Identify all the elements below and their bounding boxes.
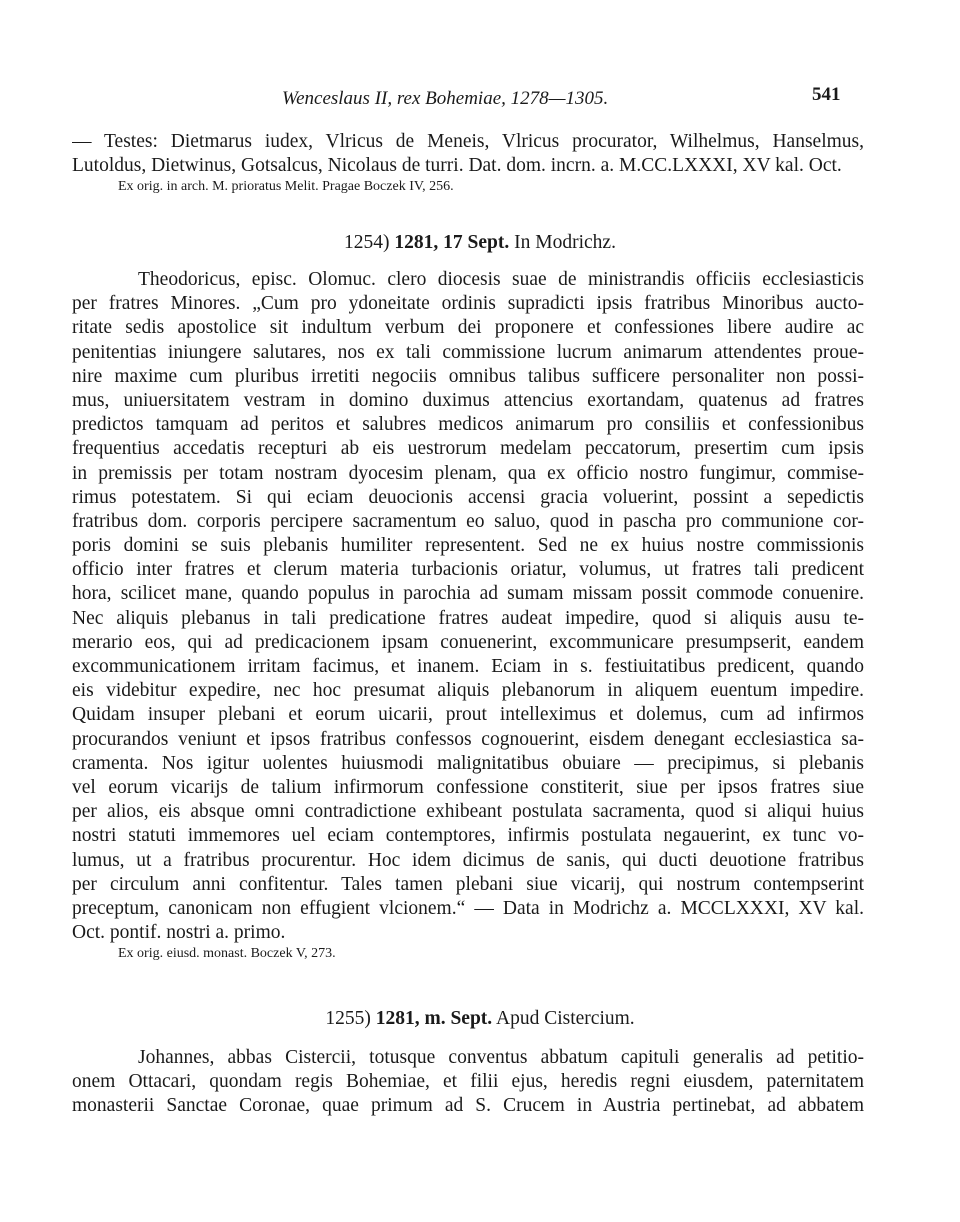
text-line: fratribus dom. corporis percipere sacramentum eo saluo, quod in pascha pro communione cor-: [72, 510, 864, 532]
text-line: monasterii Sanctae Coronae, quae primum ad S. Crucem in Austria pertinebat, ad abbatem: [72, 1095, 864, 1117]
previous-entry: [72, 130, 864, 196]
entry-heading-1255: [0, 1008, 960, 1030]
entry-place: In Modrichz.: [514, 232, 616, 253]
text-line: per fratres Minores. „Cum pro ydoneitate ordinis supradicti ipsis fratribus Minoribus aucto-: [72, 293, 864, 315]
text-line: nostri statuti immemores uel eciam contemptores, infirmis postulata negauerint, ex tunc vo-: [72, 825, 864, 847]
text-line: lumus, ut a fratribus procurentur. Hoc idem dicimus de sanis, qui ducti deuotione fratribus: [72, 849, 864, 871]
text-line: preceptum, canonicam non effugient vlcionem.“ — Data in Modrichz a. MCCLXXXI, XV kal.: [72, 897, 864, 919]
entry-date: 1281, m. Sept.: [375, 1008, 493, 1029]
text-line: — Testes: Dietmarus iudex, Vlricus de Meneis, Vlricus procurator, Wilhelmus, Hanselmus,: [72, 131, 864, 152]
text-line: ritate sedis apostolice sit indultum verbum dei proponere et confessiones libere audire ac: [72, 317, 864, 339]
source-note: Ex orig. in arch. M. prioratus Melit. Pragae Boczek IV, 256.: [118, 179, 454, 195]
entry-body-1255: [72, 1046, 864, 1119]
entry-body-1254: [72, 268, 864, 963]
text-line: eis videbitur expedire, nec hoc presumat aliquis plebanorum in aliquem euentum impedire.: [72, 680, 864, 702]
text-line: frequentius accedatis recepturi ab eis uestrorum medelam peccatorum, presertim cum ipsis: [72, 438, 864, 460]
text-line: Johannes, abbas Cistercii, totusque conventus abbatum capituli generalis ad petitio-: [138, 1047, 864, 1068]
text-line: in premissis per totam nostram dyocesim plenam, qua ex officio nostro fungimur, commise-: [72, 462, 864, 484]
running-head: [0, 84, 960, 116]
entry-place: Apud Cistercium.: [496, 1008, 635, 1029]
text-line: vel eorum vicarijs de talium infirmorum confessione constiterit, siue per ipsos fratres siue: [72, 776, 864, 798]
text-line: predictos tamquam ad peritos et salubres medicos animarum pro consiliis et confessionibus: [72, 414, 864, 436]
entry-heading-1254: [0, 232, 960, 254]
text-line: hora, scilicet mane, quando populus in parochia ad sumam missam possit commode conuenire.: [72, 583, 864, 605]
text-line: cramenta. Nos igitur uolentes huiusmodi malignitatibus obuiare — precipimus, si plebanis: [72, 752, 864, 774]
text-line: mus, uniuersitatem vestram in domino duximus attencius exortandam, quatenus ad fratres: [72, 389, 864, 411]
text-line: penitentias iniungere salutares, nos ex tali commissione lucrum animarum attendentes proue-: [72, 341, 864, 363]
text-line: Theodoricus, episc. Olomuc. clero diocesis suae de ministrandis officiis ecclesiasticis: [138, 269, 864, 290]
text-line: per alios, eis absque omni contradictione exhibeant postulata sacramenta, quod si aliqui huius: [72, 801, 864, 823]
text-line: Lutoldus, Dietwinus, Gotsalcus, Nicolaus de turri. Dat. dom. incrn. a. M.CC.LXXXI, XV kal. Oct.: [72, 155, 842, 177]
entry-date: 1281, 17 Sept.: [394, 232, 510, 253]
text-line: Oct. pontif. nostri a. primo.: [72, 922, 286, 944]
text-line: merario eos, qui ad predicacionem ipsam conuenerint, excommunicare presumpserit, eandem: [72, 631, 864, 653]
source-note: Ex orig. eiusd. monast. Boczek V, 273.: [118, 946, 336, 962]
text-line: per circulum anni confitentur. Tales tamen plebani siue vicarij, qui nostrum contempserint: [72, 873, 864, 895]
text-line: rimus potestatem. Si qui eciam deuocionis accensi gracia voluerint, possint a sepedictis: [72, 486, 864, 508]
text-line: onem Ottacari, quondam regis Bohemiae, et filii ejus, heredis regni eiusdem, paternitatem: [72, 1071, 864, 1093]
entry-number: 1254): [344, 232, 390, 253]
page-number: 541: [812, 84, 841, 105]
text-line: officio inter fratres et clerum materia turbacionis oriatur, volumus, ut fratres tali predicent: [72, 559, 864, 581]
text-line: procurandos veniunt et ipsos fratribus confessos cognouerint, eisdem denegant ecclesiastica sa-: [72, 728, 864, 750]
text-line: nire maxime cum pluribus irretiti negociis omnibus talibus sufficere personaliter non possi-: [72, 365, 864, 387]
running-title: Wenceslaus II, rex Bohemiae, 1278—1305.: [282, 88, 609, 109]
text-line: Quidam insuper plebani et eorum uicarii, prout intelleximus et dolemus, cum ad infirmos: [72, 704, 864, 726]
entry-number: 1255): [325, 1008, 371, 1029]
text-line: poris domini se suis plebanis humiliter representent. Sed ne ex huius nostre commissionis: [72, 535, 864, 557]
text-line: excommunicationem irritam facimus, et inanem. Eciam in s. festiuitatibus predicent, quando: [72, 656, 864, 677]
text-line: Nec aliquis plebanus in tali predicatione fratres audeat impedire, quod si aliquis ausu te-: [72, 607, 864, 629]
